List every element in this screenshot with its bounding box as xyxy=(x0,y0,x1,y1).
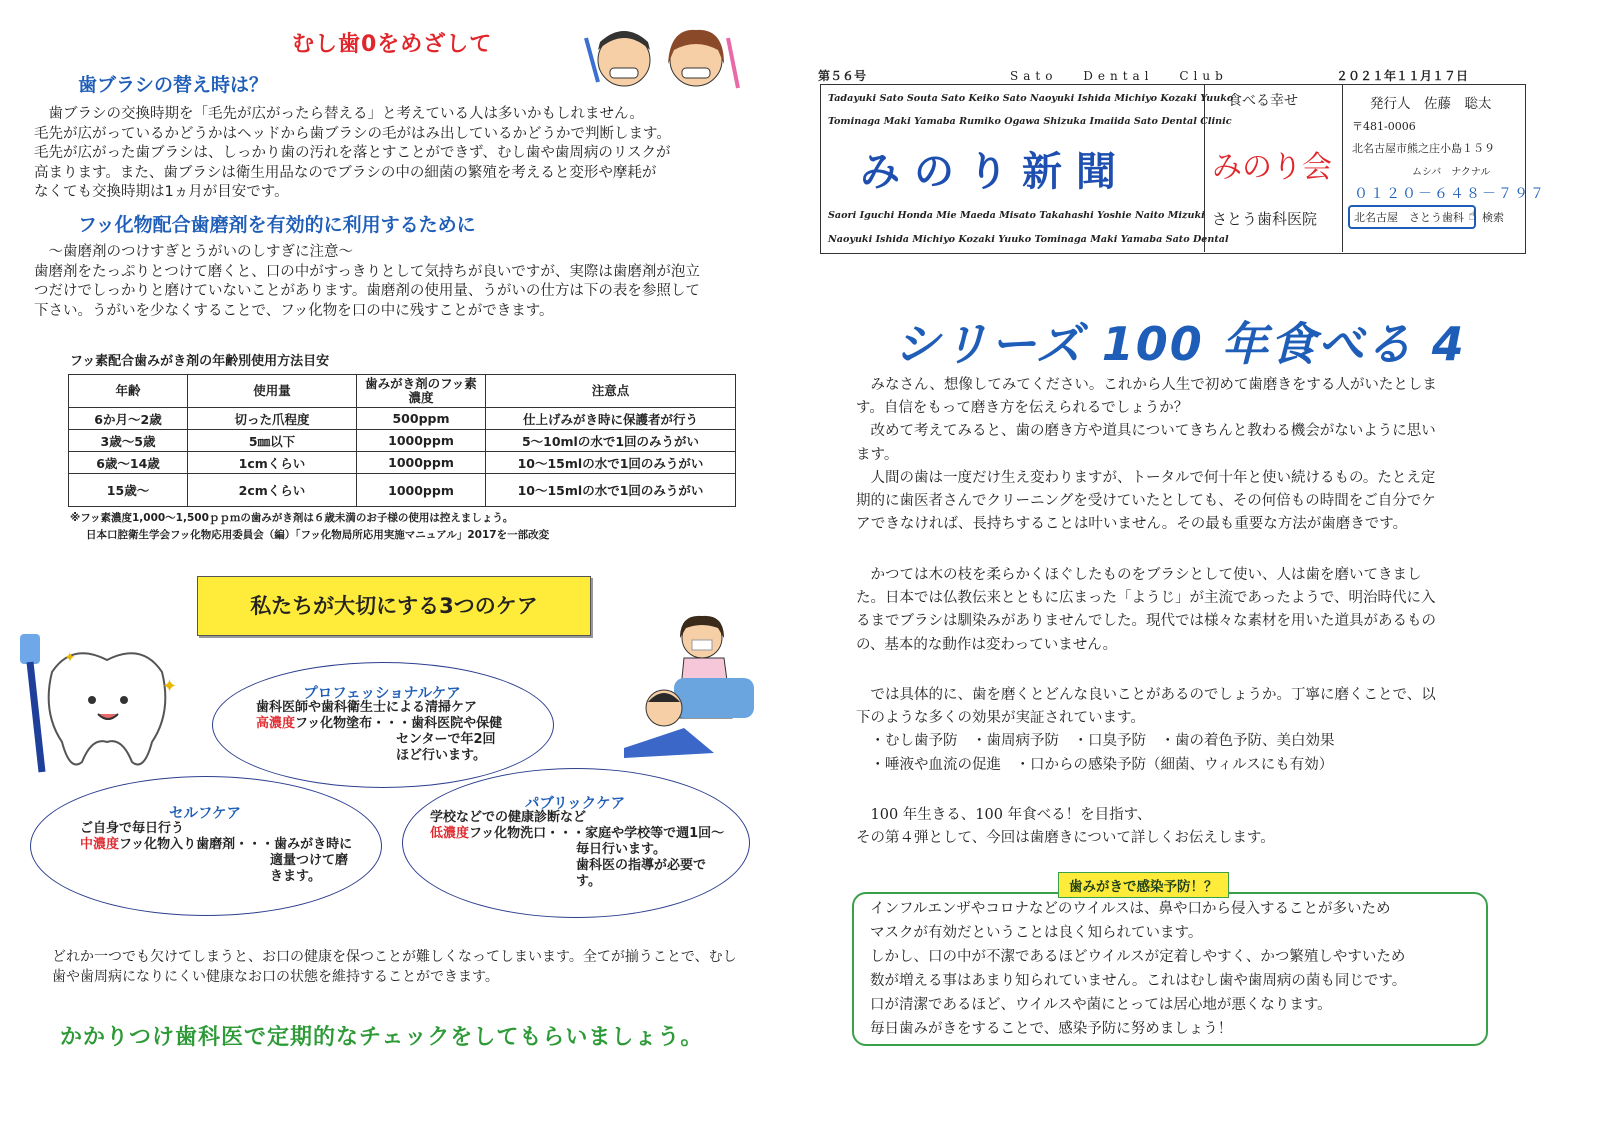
table-cell: 500ppm xyxy=(357,408,486,430)
tooth-mascot-illustration xyxy=(12,632,192,782)
table-cell: 5㎜以下 xyxy=(188,430,357,452)
text-line: マスクが有効だということは良く知られています。 xyxy=(870,925,1203,941)
text-line: 毛先が広がった歯ブラシは、しっかり歯の汚れを落とすことができず、むし歯や歯周病のリスクが xyxy=(34,145,671,161)
text-line: しかし、口の中が不潔であるほどウイルスが定着しやすく、かつ繁殖しやすいため xyxy=(870,949,1406,965)
minori-kai-title: みのり会 xyxy=(1212,150,1332,185)
concentration-label: 高濃度 xyxy=(256,716,296,731)
section1-body xyxy=(34,105,754,203)
table-cell: 6歳～14歳 xyxy=(69,452,188,474)
professional-care-text xyxy=(256,700,546,764)
infection-prevention-tag: 歯みがきで感染予防！？ xyxy=(1058,872,1229,898)
text-line: ・唾液や血流の促進 ・口からの感染予防（細菌、ウィルスにも有効） xyxy=(856,756,1334,773)
clinic-name: さとう歯科医院 xyxy=(1212,210,1318,228)
staff-names: Naoyuki Ishida Michiyo Kozaki Yuuko Tominaga Maki Yamaba Sato Dental xyxy=(828,234,1229,245)
table-header: 注意点 xyxy=(486,375,736,408)
care-line xyxy=(430,826,742,842)
masthead-divider xyxy=(1204,84,1205,252)
text-line: 歯や歯周病になりにくい健康なお口の状態を維持することができます。 xyxy=(52,968,499,985)
text-line: 100 年生きる、100 年食べる！を目指す、 xyxy=(856,807,1152,823)
article-paragraph-4 xyxy=(856,804,1536,850)
text-line: 口が清潔であるほど、ウイルスや菌にとっては居心地が悪くなります。 xyxy=(870,997,1332,1013)
text-line: その第４弾として、今回は歯磨きについて詳しくお伝えします。 xyxy=(856,830,1275,847)
care-line-text: フッ化物塗布・・・歯科医院や保健 xyxy=(295,716,503,731)
table-cell: 1000ppm xyxy=(357,474,486,507)
text-line: かつては木の枝を柔らかくほぐしたものをブラシとして使い、人は歯を磨いてきまし xyxy=(856,567,1422,583)
table-cell: 仕上げみがき時に保護者が行う xyxy=(486,408,736,430)
table-cell: 1cmくらい xyxy=(188,452,357,474)
text-line: 高まります。また、歯ブラシは衛生用品なのでブラシの中の細菌の繁殖を考えると変形や摩耗が xyxy=(34,164,657,181)
text-line: るまでブラシは馴染みがありませんでした。現代では様々な素材を用いた道具があるもの xyxy=(856,613,1436,630)
text-line: ます。 xyxy=(856,446,899,463)
table-cell: 10～15mlの水で1回のみうがい xyxy=(486,452,736,474)
postal-code: 〒481-0006 xyxy=(1352,120,1416,133)
text-line: では具体的に、歯を磨くとどんな良いことがあるのでしょうか。丁寧に磨くことで、以 xyxy=(856,687,1436,703)
kids-brushing-illustration xyxy=(578,20,758,92)
dentist-patient-illustration xyxy=(614,608,764,758)
closing-text xyxy=(52,948,772,987)
text-line: 下のような多くの効果が実証されています。 xyxy=(856,710,1145,727)
text-line: 期的に歯医者さんでクリーニングを受けていたとしても、その何倍もの時間をご自分でケ xyxy=(856,493,1436,510)
table-note: ※フッ素濃度1,000～1,500ｐｐｍの歯みがき剤は６歳未満のお子様の使用は控えましょう。 xyxy=(70,512,514,524)
care-line: す。 xyxy=(576,874,601,889)
care-line xyxy=(256,716,546,732)
address: 北名古屋市熊之庄小島１５９ xyxy=(1352,142,1495,155)
care-line: きます。 xyxy=(270,869,321,884)
public-care-title: パブリックケア xyxy=(524,796,626,812)
staff-names: Saori Iguchi Honda Mie Maeda Misato Takahashi Yoshie Naito Mizuki xyxy=(828,210,1205,221)
text-line: す。自信をもって磨き方を伝えられるでしょうか？ xyxy=(856,400,1189,417)
svg-text:✦: ✦ xyxy=(64,650,76,666)
care-line: 毎日行います。 xyxy=(576,842,666,857)
table-cell: 5～10mlの水で1回のみうがい xyxy=(486,430,736,452)
care-line: 学校などでの健康診断など xyxy=(430,810,587,825)
table-header: 歯みがき剤のフッ素濃度 xyxy=(357,375,486,408)
concentration-label: 中濃度 xyxy=(80,837,120,852)
main-title: むし歯0をめざして xyxy=(292,32,493,57)
text-line: 人間の歯は一度だけ生え変わりますが、トータルで何十年と使い続けるもの。たとえ定 xyxy=(856,469,1436,486)
care-line: 適量つけて磨 xyxy=(270,853,349,868)
care-line: センターで年2回 xyxy=(396,732,496,747)
newspaper-title: みのり新聞 xyxy=(860,148,1130,195)
text-line: 歯ブラシの交換時期を「毛先が広がったら替える」と考えている人は多いかもしれません。 xyxy=(34,106,644,122)
checkup-cta: かかりつけ歯科医で定期的なチェックをしてもらいましょう。 xyxy=(60,1025,704,1050)
table-cell: 切った爪程度 xyxy=(188,408,357,430)
table-cell: 2cmくらい xyxy=(188,474,357,507)
text-line: なくても交換時期は1ヵ月が目安です。 xyxy=(34,184,289,200)
self-care-title: セルフケア xyxy=(168,806,242,822)
care-line xyxy=(80,837,370,853)
section2-heading: フッ化物配合歯磨剤を有効的に利用するために xyxy=(78,214,476,236)
phone-kana: ムシバ ナクナル xyxy=(1412,167,1491,178)
staff-names: Tominaga Maki Yamaba Rumiko Ogawa Shizuka Imaiida Sato Dental Clinic xyxy=(828,116,1232,127)
public-care-text xyxy=(430,810,742,890)
text-line: インフルエンザやコロナなどのウイルスは、鼻や口から侵入することが多いため xyxy=(870,901,1391,917)
text-line: アできなければ、長持ちすることは叶いません。その最も重要な方法が歯磨きです。 xyxy=(856,516,1408,533)
article-paragraph-2 xyxy=(856,564,1536,657)
search-text: 北名古屋 さとう歯科 xyxy=(1354,211,1464,224)
text-line: 毛先が広がっているかどうかはヘッドから歯ブラシの毛がはみ出しているかどうかで判断します。 xyxy=(34,125,671,142)
infection-prevention-text xyxy=(870,897,1480,1041)
text-line: みなさん、想像してみてください。これから人生で初めて歯磨きをする人がいたとしま xyxy=(856,377,1437,393)
table-header: 使用量 xyxy=(188,375,357,408)
search-button[interactable]: 検索 xyxy=(1482,211,1504,224)
care-line: 歯科医師や歯科衛生士による清掃ケア xyxy=(256,700,478,715)
club-name: Sato Dental Club xyxy=(1010,69,1228,83)
article-paragraph-1 xyxy=(856,374,1536,536)
concentration-label: 低濃度 xyxy=(430,826,470,841)
table-cell: 6か月～2歳 xyxy=(69,408,188,430)
text-line: 毎日歯みがきをすることで、感染予防に努めましょう！ xyxy=(870,1021,1233,1037)
text-line: の、基本的な動作は変わっていません。 xyxy=(856,636,1118,653)
phone-number[interactable]: ０１２０－６４８－７９７ xyxy=(1354,186,1546,202)
table-cell: 10～15mlの水で1回のみうがい xyxy=(486,474,736,507)
table-source: 日本口腔衛生学会フッ化物応用委員会（編）「フッ化物局所応用実施マニュアル」2017を一部改変 xyxy=(86,529,550,541)
care-line: 歯科医の指導が必要で xyxy=(576,858,707,873)
table-header: 年齢 xyxy=(69,375,188,408)
table-cell: 1000ppm xyxy=(357,430,486,452)
publisher: 発行人 佐藤 聡太 xyxy=(1370,96,1492,112)
issue-date: ２０２１年１１月１７日 xyxy=(1336,69,1469,83)
care-banner: 私たちが大切にする3つのケア xyxy=(197,576,591,636)
series-title: シリーズ 100 年食べる 4 xyxy=(894,317,1466,371)
text-line: 改めて考えてみると、歯の磨き方や道具についてきちんと教わる機会がないように思い xyxy=(856,423,1436,440)
text-line: た。日本では仏教伝来とともに広まった「ようじ」が主流であったようで、明治時代に入 xyxy=(856,590,1436,607)
text-line: どれか一つでも欠けてしまうと、お口の健康を保つことが難しくなってしまいます。全てが揃うことで、むし xyxy=(52,949,737,965)
text-line: ・むし歯予防 ・歯周病予防 ・口臭予防 ・歯の着色予防、美白効果 xyxy=(856,733,1335,750)
section1-heading: 歯ブラシの替え時は？ xyxy=(78,74,269,96)
svg-text:✦: ✦ xyxy=(162,676,178,697)
section2-body xyxy=(34,243,774,321)
care-line-text: フッ化物入り歯磨剤・・・歯みがき時に xyxy=(119,837,353,852)
care-line: ご自身で毎日行う xyxy=(80,821,185,836)
fluoride-usage-table xyxy=(68,374,736,507)
text-line: ～歯磨剤のつけすぎとうがいのしすぎに注意～ xyxy=(34,244,353,260)
slogan: 食べる幸せ xyxy=(1228,93,1298,109)
article-paragraph-3 xyxy=(856,684,1536,777)
staff-names: Tadayuki Sato Souta Sato Keiko Sato Naoyuki Ishida Michiyo Kozaki Yuuko xyxy=(828,93,1234,104)
care-line: ほど行います。 xyxy=(396,748,486,763)
care-line-text: フッ化物洗口・・・家庭や学校等で週1回～ xyxy=(469,826,725,841)
text-line: 数が増える事はあまり知られていません。これはむし歯や歯周病の菌も同じです。 xyxy=(870,973,1407,989)
text-line: 下さい。うがいを少なくすることで、フッ化物を口の中に残すことができます。 xyxy=(34,302,554,319)
masthead-divider xyxy=(1342,84,1343,252)
table-caption: フッ素配合歯みがき剤の年齢別使用方法目安 xyxy=(70,354,330,369)
text-line: 歯磨剤をたっぷりとつけて磨くと、口の中がすっきりとして気持ちが良いですが、実際は歯磨剤が泡立 xyxy=(34,263,700,280)
text-line: つだけでしっかりと磨けていないことがあります。歯磨剤の使用量、うがいの仕方は下の表を参照して xyxy=(34,283,700,299)
table-cell: 15歳～ xyxy=(69,474,188,507)
professional-care-title: プロフェッショナルケア xyxy=(303,686,461,702)
cursor-icon: ☝ xyxy=(1468,208,1477,224)
self-care-text xyxy=(80,821,370,885)
table-cell: 1000ppm xyxy=(357,452,486,474)
table-cell: 3歳～5歳 xyxy=(69,430,188,452)
issue-number: 第５６号 xyxy=(818,69,867,83)
